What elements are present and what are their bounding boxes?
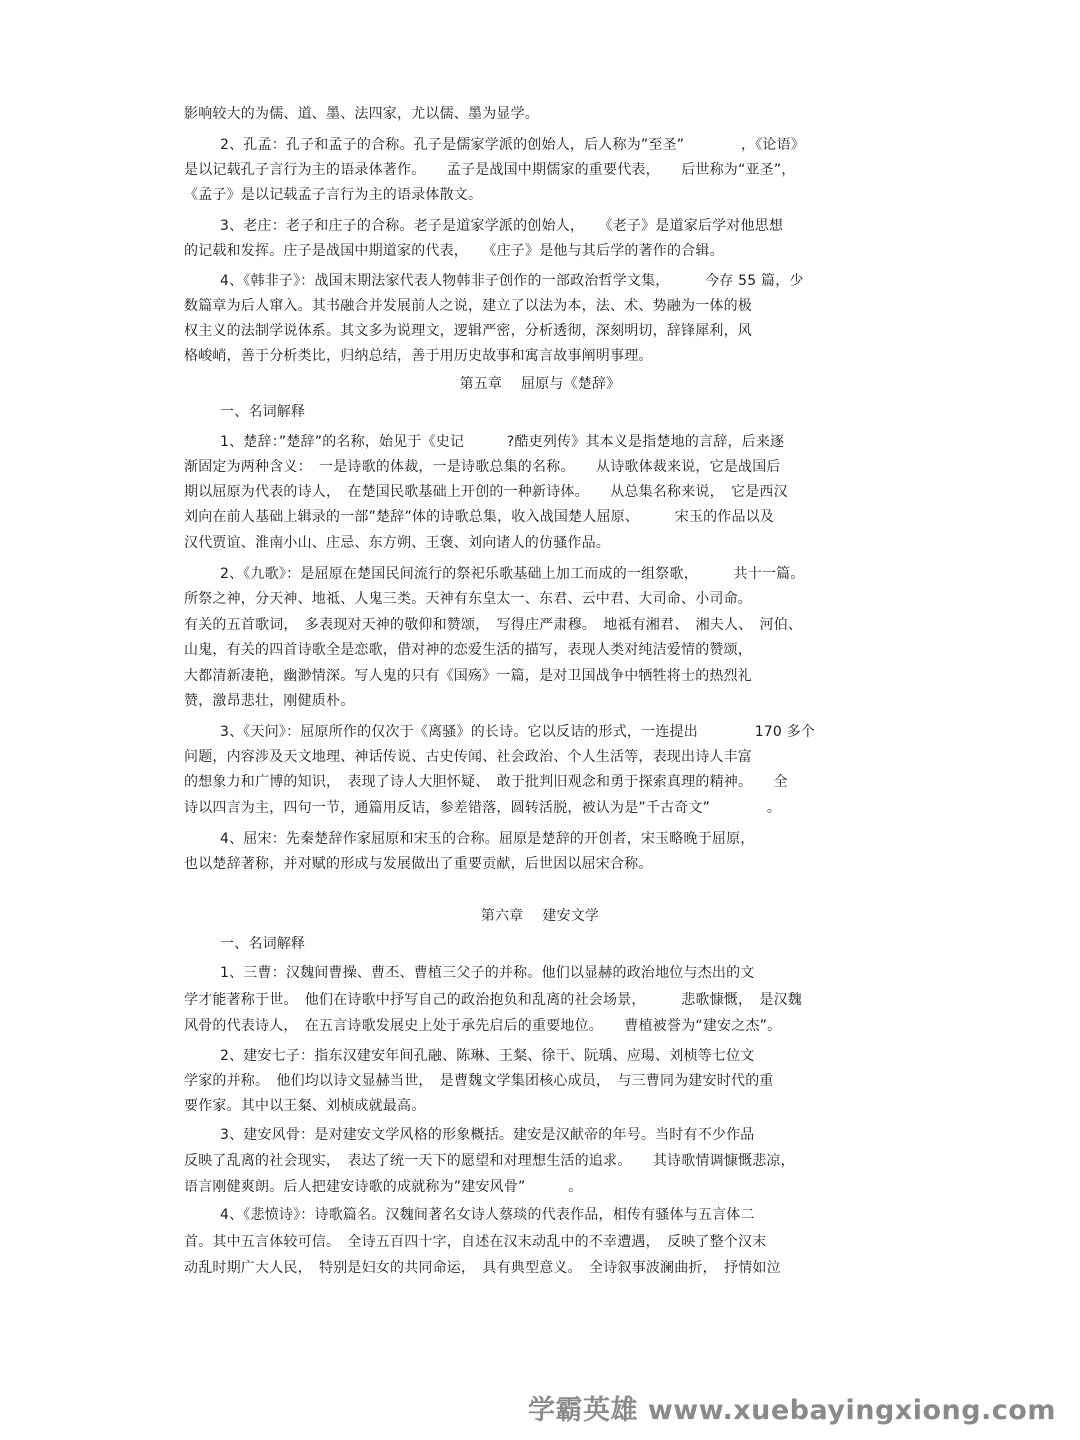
text-line: 4、《悲愤诗》：诗歌篇名。汉魏间著名女诗人蔡琰的代表作品，相传有骚体与五言体二 — [220, 1207, 755, 1223]
text-line: 格峻峭，善于分析类比，归纳总结，善于用历史故事和寓言故事阐明事理。 — [184, 348, 653, 364]
text-line: 3、老庄：老子和庄子的合称。老子是道家学派的创始人， 《老子》是道家后学对他思想 — [220, 218, 784, 234]
text-line: 要作家。其中以王粲、刘桢成就最高。 — [184, 1098, 426, 1114]
text-line: 数篇章为后人窜入。其书融合并发展前人之说，建立了以法为本，法、术、势融为一体的极 — [184, 298, 752, 314]
text-line: 山鬼，有关的四首诗歌全是恋歌，借对神的恋爱生活的描写，表现人类对纯洁爱情的赞颂， — [184, 642, 752, 658]
text-line: 动乱时期广大人民， 特别是妇女的共同命运， 具有典型意义。 全诗叙事波澜曲折， 抒情如泣 — [184, 1260, 781, 1276]
text-line: 4、《韩非子》：战国末期法家代表人物韩非子创作的一部政治哲学文集， 今存 55 篇，少 — [220, 273, 804, 289]
text-line: 诗以四言为主，四句一节，通篇用反诘，参差错落，圆转活脱，被认为是”千古奇文” 。 — [184, 800, 782, 816]
text-line: 有关的五首歌词， 多表现对天神的敬仰和赞颂， 写得庄严肃穆。 地祗有湘君、 湘夫人、 河伯、 — [184, 617, 803, 633]
text-line: 1、三曹：汉魏间曹操、曹丕、曹植三父子的并称。他们以显赫的政治地位与杰出的文 — [220, 965, 755, 981]
text-line: 的想象力和广博的知识， 表现了诗人大胆怀疑、 敢于批判旧观念和勇于探索真理的精神。 全 — [184, 774, 788, 790]
text-line: 风骨的代表诗人， 在五言诗歌发展史上处于承先启后的重要地位。 曹植被誉为“建安之杰”。 — [184, 1018, 782, 1034]
chapter-heading: 第五章 屈原与《楚辞》 — [459, 376, 621, 392]
text-line: 影响较大的为儒、道、墨、法四家，尤以儒、墨为显学。 — [184, 106, 539, 122]
text-line: 《孟子》是以记载孟子言行为主的语录体散文。 — [184, 187, 483, 203]
text-line: 2、《九歌》：是屈原在楚国民间流行的祭祀乐歌基础上加工而成的一组祭歌， 共十一篇。 — [220, 566, 805, 582]
text-line: 3、建安风骨：是对建安文学风格的形象概括。建安是汉献帝的年号。当时有不少作品 — [220, 1127, 755, 1143]
text-line: 刘向在前人基础上辑录的一部”楚辞”体的诗歌总集，收入战国楚人屈原、 宋玉的作品以及 — [184, 509, 775, 525]
text-line: 语言刚健爽朗。后人把建安诗歌的成就称为”建安风骨” 。 — [184, 1179, 583, 1195]
text-line: 期以屈原为代表的诗人， 在楚国民歌基础上开创的一种新诗体。 从总集名称来说， 它是西汉 — [184, 484, 788, 500]
text-line: 学才能著称于世。 他们在诗歌中抒写自己的政治抱负和乱离的社会场景， 悲歌慷慨， 是汉魏 — [184, 992, 802, 1008]
section-heading: 一、名词解释 — [220, 936, 306, 952]
text-line: 所祭之神，分天神、地祗、人鬼三类。天神有东皇太一、东君、云中君、大司命、小司命。 — [184, 591, 752, 607]
text-line: 学家的并称。 他们均以诗文显赫当世， 是曹魏文学集团核心成员， 与三曹同为建安时代的重 — [184, 1073, 774, 1089]
text-line: 问题，内容涉及天文地理、神话传说、古史传闻、社会政治、个人生活等，表现出诗人丰富 — [184, 749, 752, 765]
text-line: 赞，激昂悲壮，刚健质朴。 — [184, 693, 355, 709]
text-line: 的记载和发挥。庄子是战国中期道家的代表， 《庄子》是他与其后学的著作的合辑。 — [184, 243, 724, 259]
text-line: 1、楚辞：”楚辞”的名称，始见于《史记 ?酷吏列传》其本义是指楚地的言辞，后来逐 — [220, 434, 785, 450]
text-line: 4、屈宋：先秦楚辞作家屈原和宋玉的合称。屈原是楚辞的开创者，宋玉略晚于屈原， — [220, 831, 755, 847]
chapter-heading: 第六章 建安文学 — [480, 908, 600, 924]
section-heading: 一、名词解释 — [220, 404, 306, 420]
text-line: 2、孔孟：孔子和孟子的合称。孔子是儒家学派的创始人，后人称为”至圣” ，《论语》 — [220, 137, 806, 153]
text-line: 反映了乱离的社会现实， 表达了统一天下的愿望和对理想生活的追求。 其诗歌情调慷慨悲凉， — [184, 1153, 795, 1169]
watermark: 学霸英雄 www.xuebayingxiong.com — [527, 1395, 1056, 1426]
text-line: 是以记载孔子言行为主的语录体著作。 孟子是战国中期儒家的重要代表， 后世称为“亚圣”， — [184, 162, 796, 178]
text-line: 汉代贾谊、淮南小山、庄忌、东方朔、王褒、刘向诸人的仿骚作品。 — [184, 535, 610, 551]
text-line: 渐固定为两种含义： 一是诗歌的体裁，一是诗歌总集的名称。 从诗歌体裁来说，它是战国后 — [184, 459, 781, 475]
text-line: 首。其中五言体较可信。 全诗五百四十字，自述在汉末动乱中的不幸遭遇， 反映了整个汉末 — [184, 1234, 767, 1250]
text-line: 大都清新凄艳，幽渺情深。写人鬼的只有《国殇》一篇，是对卫国战争中牺牲将士的热烈礼 — [184, 668, 752, 684]
text-line: 2、建安七子：指东汉建安年间孔融、陈琳、王粲、徐干、阮瑀、应瑒、刘桢等七位文 — [220, 1048, 755, 1064]
text-line: 权主义的法制学说体系。其文多为说理文，逻辑严密，分析透彻，深刻明切，辞锋犀利，风 — [184, 323, 752, 339]
text-line: 3、《天问》：屈原所作的仅次于《离骚》的长诗。它以反诘的形式，一连提出 170 多个 — [220, 724, 816, 740]
text-line: 也以楚辞著称，并对赋的形成与发展做出了重要贡献，后世因以屈宋合称。 — [184, 856, 653, 872]
